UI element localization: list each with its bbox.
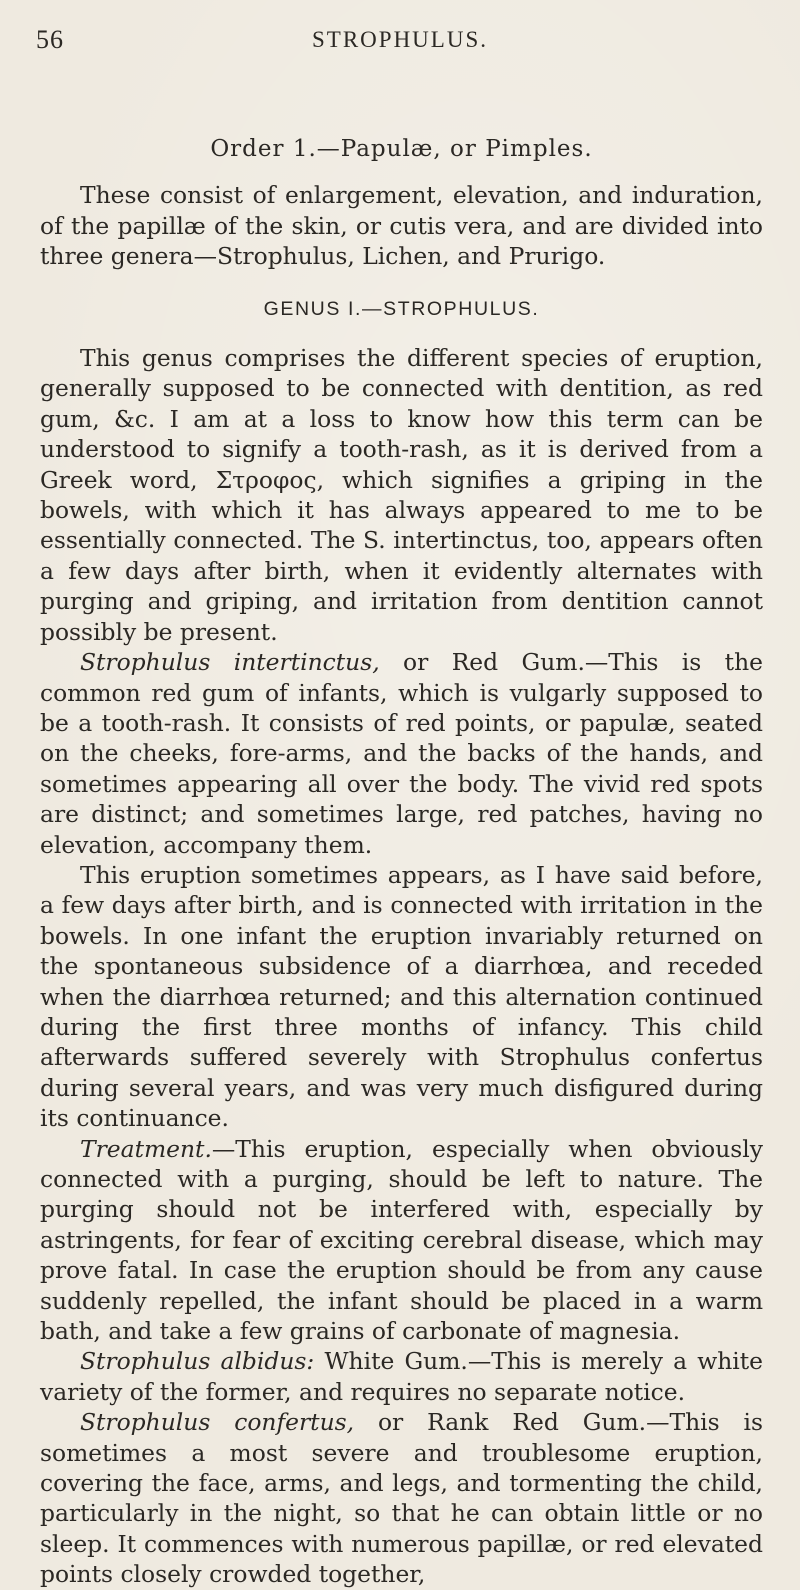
albidus-paragraph [40, 1346, 763, 1407]
eruption-paragraph: This eruption sometimes appears, as I have said before, a few days after birth, and is connected with irritation in the bowels. In one infant the eruption invariably returned on the spontaneous subsidence of a diarrhœa, and receded when the diarrhœa returned; and this alternation continued during the first three months of infancy. This child afterwards suffered severely with Strophulus confertus during several years, and was very much disfigured during its continuance. [40, 860, 763, 1133]
confertus-lead: Strophulus confertus, [80, 1408, 355, 1437]
page-number: 56 [36, 25, 64, 54]
albidus-body: White Gum.—This is merely a white variety of the former, and requires no separate notice. [40, 1347, 764, 1406]
confertus-body: or Rank Red Gum.—This is sometimes a most severe and troublesome eruption, covering the face, arms, and legs, and tormenting the child, particularly in the night, so that he can obtain little or no sleep. It commences with numerous papillæ, or red elevated points closely crowded together, [40, 1408, 763, 1589]
intertinctus-lead: Strophulus intertinctus, [80, 648, 380, 677]
intertinctus-body: or Red Gum.—This is the common red gum of infants, which is vulgarly supposed to be a tooth-rash. It consists of red points, or papulæ, seated on the cheeks, fore-arms, and the backs of the hands, and sometimes appearing all over the body. The vivid red spots are distinct; and sometimes large, red patches, having no elevation, accompany them. [40, 648, 763, 859]
genus-description-paragraph: This genus comprises the different species of eruption, generally supposed to be connected with dentition, as red gum, &c. I am at a loss to know how this term can be understood to signify a tooth-rash, as it is derived from a Greek word, Στροφος, which signifies a griping in the bowels, with which it has always appeared to me to be essentially connected. The S. intertinctus, too, appears often a few days after birth, when it evidently alternates with purging and griping, and irritation from dentition cannot possibly be present. [40, 344, 763, 646]
running-head: STROPHULUS. [311, 27, 488, 52]
intro-paragraph: These consist of enlargement, elevation, and induration, of the papillæ of the skin, or cutis vera, and are divided into three genera—Strophulus, Lichen, and Prurigo. [40, 181, 763, 271]
treatment-paragraph [40, 1134, 763, 1347]
treatment-body: —This eruption, especially when obviously connected with a purging, should be left to nature. The purging should not be interfered with, especially by astringents, for fear of exciting cerebral disease, which may prove fatal. In case the eruption should be from any cause suddenly repelled, the infant should be placed in a warm bath, and take a few grains of carbonate of magnesia. [40, 1134, 763, 1346]
treatment-lead: Treatment. [80, 1134, 212, 1163]
confertus-paragraph [40, 1407, 763, 1589]
order-heading: Order 1.—Papulæ, or Pimples. [210, 136, 593, 162]
genus-heading: GENUS I.—STROPHULUS. [263, 297, 540, 320]
albidus-lead: Strophulus albidus: [80, 1347, 315, 1376]
intertinctus-paragraph [40, 647, 763, 860]
